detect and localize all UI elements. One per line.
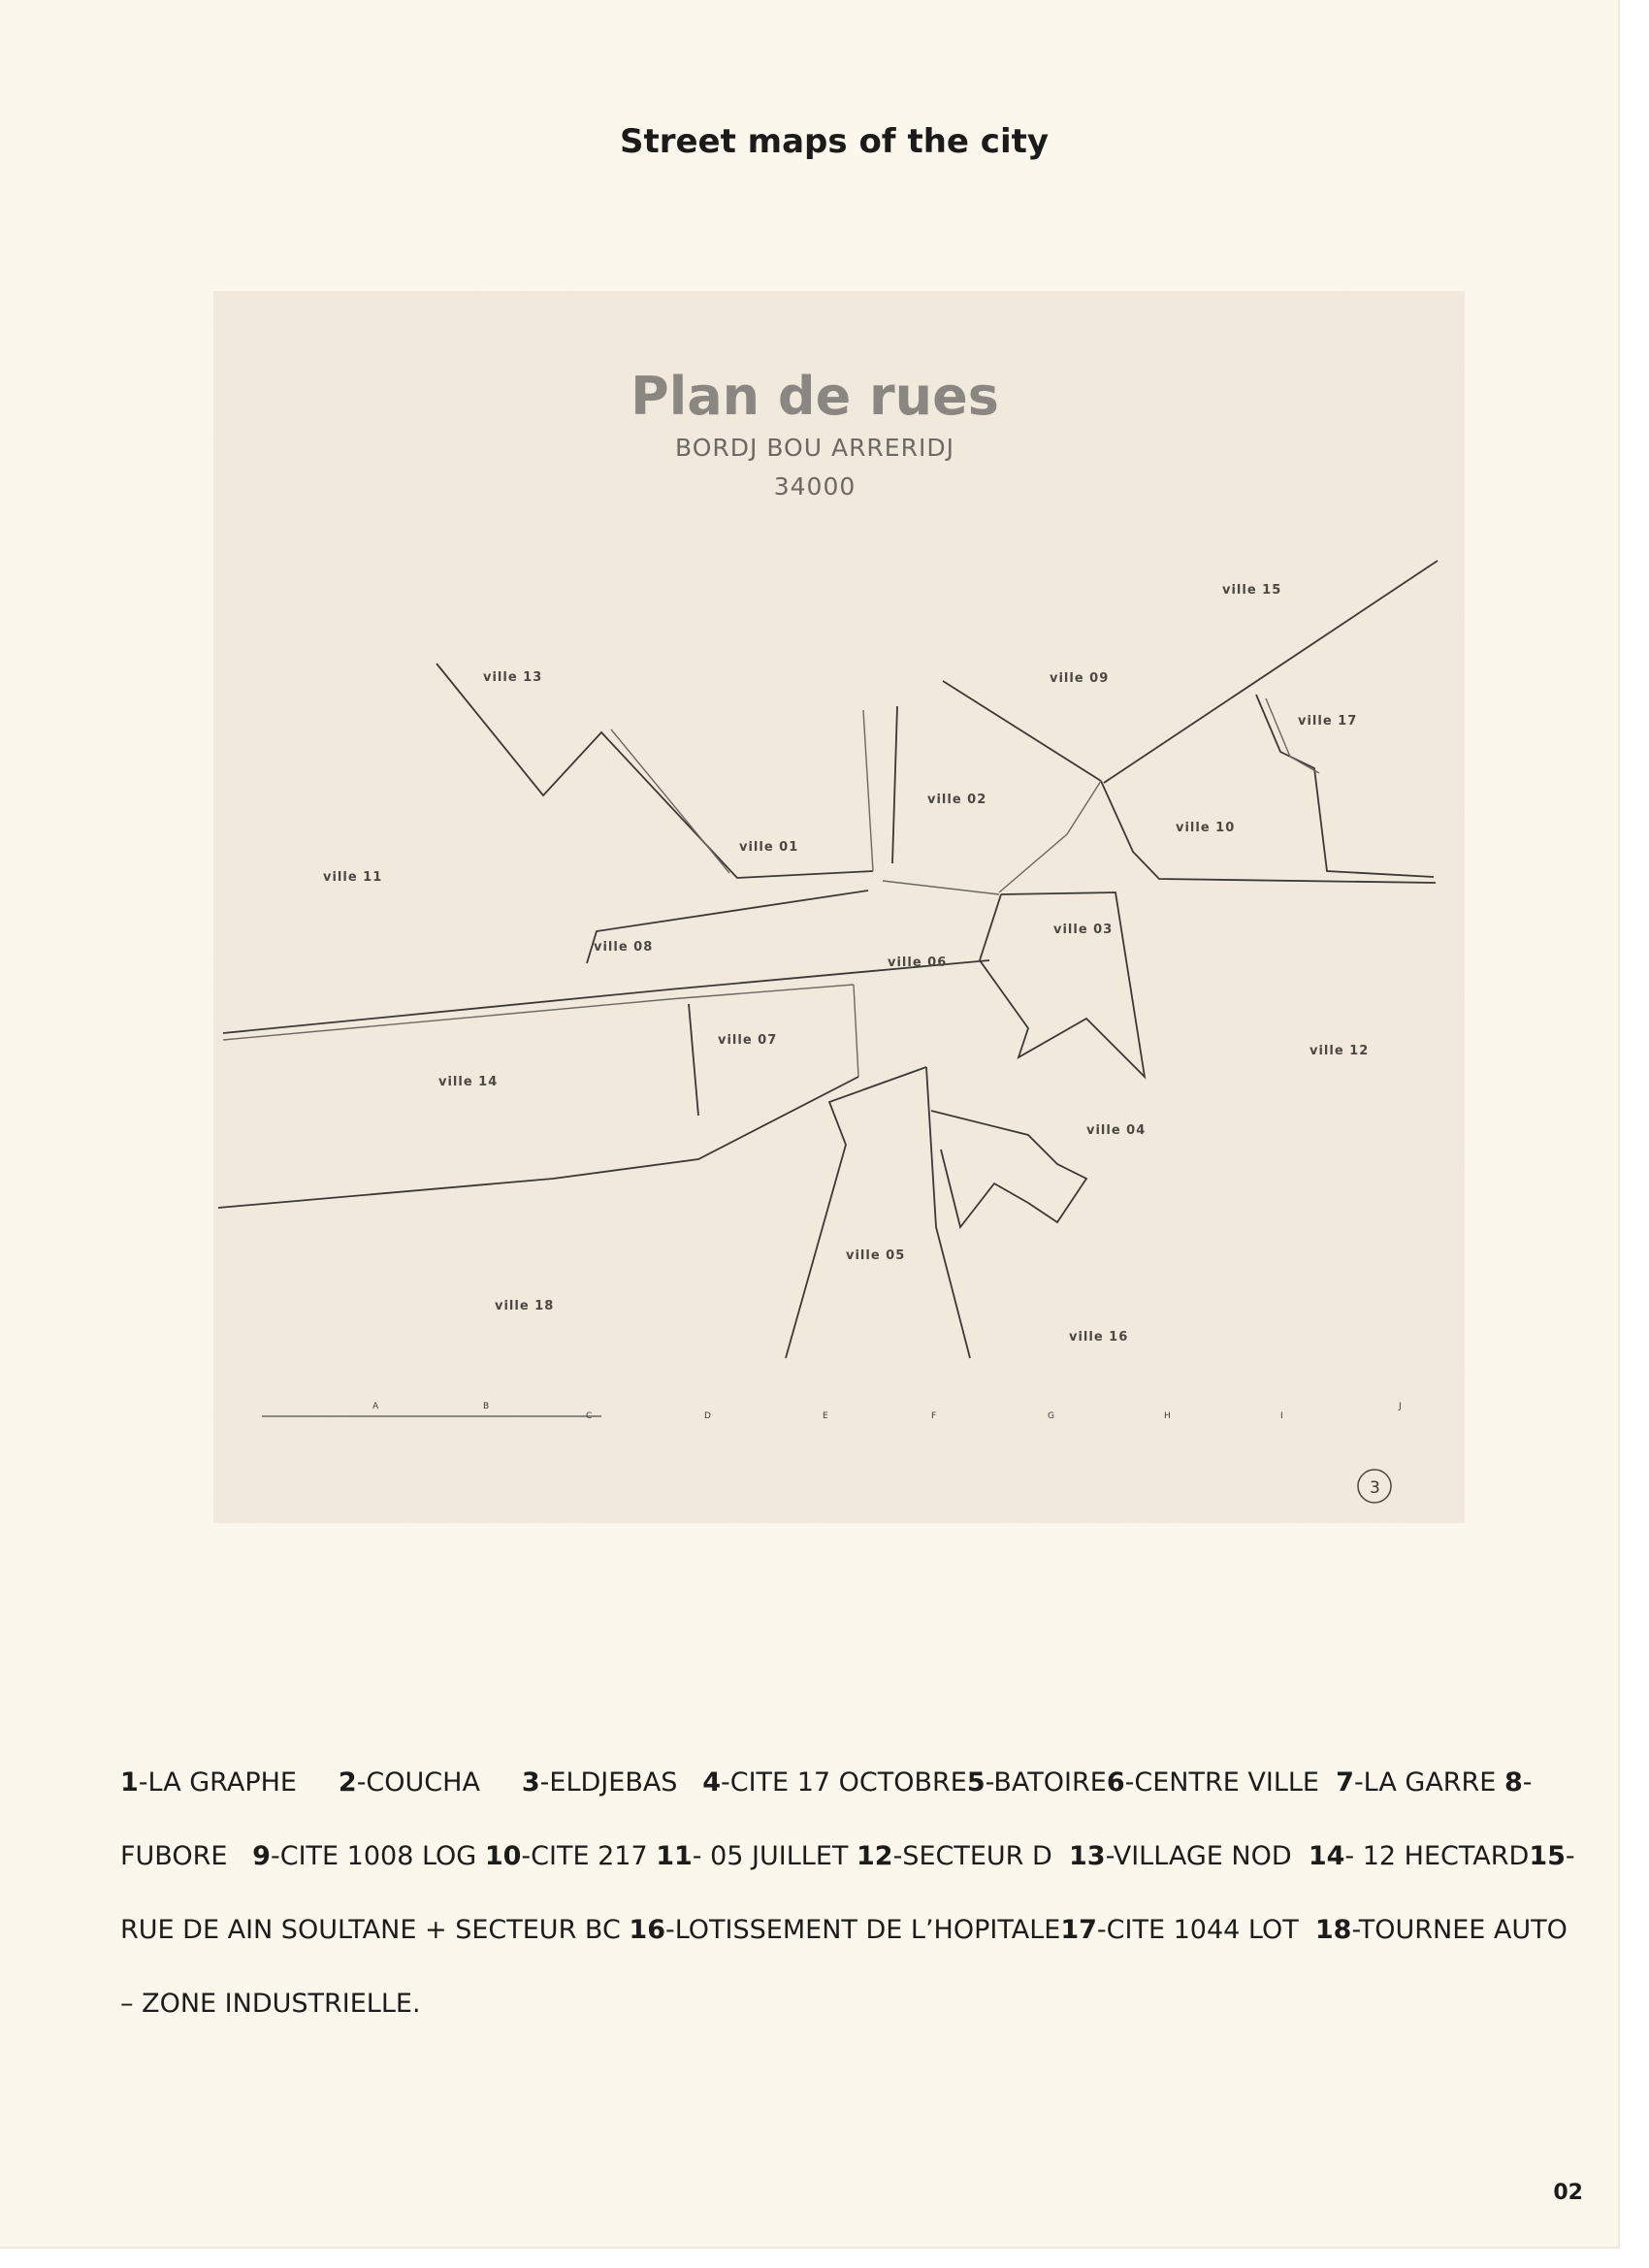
zone-label-11: ville 11: [323, 870, 383, 885]
scale-letter-d: D: [704, 1411, 711, 1421]
legend-text: -VILLAGE NOD: [1105, 1841, 1292, 1871]
legend-number: 5: [966, 1767, 986, 1798]
scale-letter-e: E: [823, 1411, 828, 1421]
zone-label-16: ville 16: [1069, 1330, 1129, 1345]
scale-letter-j: J: [1399, 1402, 1402, 1411]
legend-number: 9: [252, 1841, 271, 1871]
legend-number: 2: [338, 1767, 357, 1798]
zone-label-10: ville 10: [1176, 821, 1236, 835]
map-title: Plan de rues: [630, 366, 999, 427]
legend-text: -RUE DE AIN SOULTANE + SECTEUR BC: [120, 1841, 1575, 1945]
zone-label-01: ville 01: [739, 840, 799, 855]
page-number: 02: [1553, 2181, 1583, 2205]
legend-number: 10: [484, 1841, 522, 1871]
legend-text: -LOTISSEMENT DE L’HOPITALE: [664, 1915, 1061, 1945]
legend-number: 14: [1308, 1841, 1345, 1871]
legend-text: -CITE 217: [521, 1841, 648, 1871]
street-map: [213, 291, 1465, 1523]
zone-label-18: ville 18: [495, 1299, 555, 1313]
scale-letter-i: I: [1280, 1411, 1283, 1421]
legend-text: -BATOIRE: [985, 1767, 1107, 1798]
legend-text: -CITE 1008 LOG: [270, 1841, 477, 1871]
legend-text: -LA GARRE: [1353, 1767, 1497, 1798]
legend-number: 8: [1504, 1767, 1523, 1798]
legend-number: 7: [1336, 1767, 1354, 1798]
legend-number: 3: [521, 1767, 540, 1798]
legend-number: 11: [656, 1841, 693, 1871]
scale-letter-g: G: [1048, 1411, 1054, 1421]
scale-letter-a: A: [372, 1402, 379, 1411]
zone-label-06: ville 06: [888, 956, 948, 970]
zone-label-14: ville 14: [438, 1075, 499, 1089]
legend-text: -CITE 1044 LOT: [1096, 1915, 1299, 1945]
scale-letter-c: C: [586, 1411, 593, 1421]
zone-label-07: ville 07: [718, 1033, 778, 1048]
map-city: BORDJ BOU ARRERIDJ: [675, 434, 954, 462]
legend-text: -SECTEUR D: [892, 1841, 1052, 1871]
legend-text: -ELDJEBAS: [539, 1767, 678, 1798]
legend-number: 13: [1068, 1841, 1106, 1871]
legend-number: 18: [1314, 1915, 1352, 1945]
legend-number: 16: [629, 1915, 665, 1945]
annotation-number: 3: [1370, 1478, 1380, 1498]
scale-letter-b: B: [483, 1402, 490, 1411]
zone-label-05: ville 05: [846, 1248, 906, 1263]
legend-number: 1: [120, 1767, 139, 1798]
legend-text: - 05 JUILLET: [692, 1841, 849, 1871]
legend-number: 12: [856, 1841, 893, 1871]
zone-label-15: ville 15: [1222, 583, 1282, 598]
scale-letter-f: F: [931, 1411, 937, 1421]
legend-text: -COUCHA: [356, 1767, 480, 1798]
zone-label-13: ville 13: [483, 670, 543, 685]
legend-text: -LA GRAPHE: [138, 1767, 297, 1798]
zone-label-17: ville 17: [1298, 714, 1358, 729]
page-title: Street maps of the city: [619, 122, 1050, 161]
map-postal-code: 34000: [773, 472, 857, 501]
legend-text: -FUBORE: [120, 1767, 1533, 1871]
legend-text: -CITE 17 OCTOBRE: [721, 1767, 967, 1798]
zone-label-09: ville 09: [1050, 671, 1110, 686]
zone-label-02: ville 02: [927, 793, 987, 807]
legend-number: 6: [1106, 1767, 1125, 1798]
zone-label-08: ville 08: [594, 940, 654, 955]
district-legend: [120, 1746, 1575, 2041]
zone-label-12: ville 12: [1310, 1044, 1370, 1058]
legend-number: 15: [1529, 1841, 1566, 1871]
zone-label-03: ville 03: [1053, 923, 1114, 937]
legend-number: 4: [702, 1767, 721, 1798]
scale-letter-h: H: [1164, 1411, 1171, 1421]
legend-text: -CENTRE VILLE: [1124, 1767, 1319, 1798]
legend-number: 17: [1060, 1915, 1097, 1945]
legend-text: - 12 HECTARD: [1344, 1841, 1530, 1871]
legend-text: -TOURNEE AUTO – ZONE INDUSTRIELLE.: [120, 1915, 1568, 2019]
zone-label-04: ville 04: [1086, 1123, 1147, 1138]
